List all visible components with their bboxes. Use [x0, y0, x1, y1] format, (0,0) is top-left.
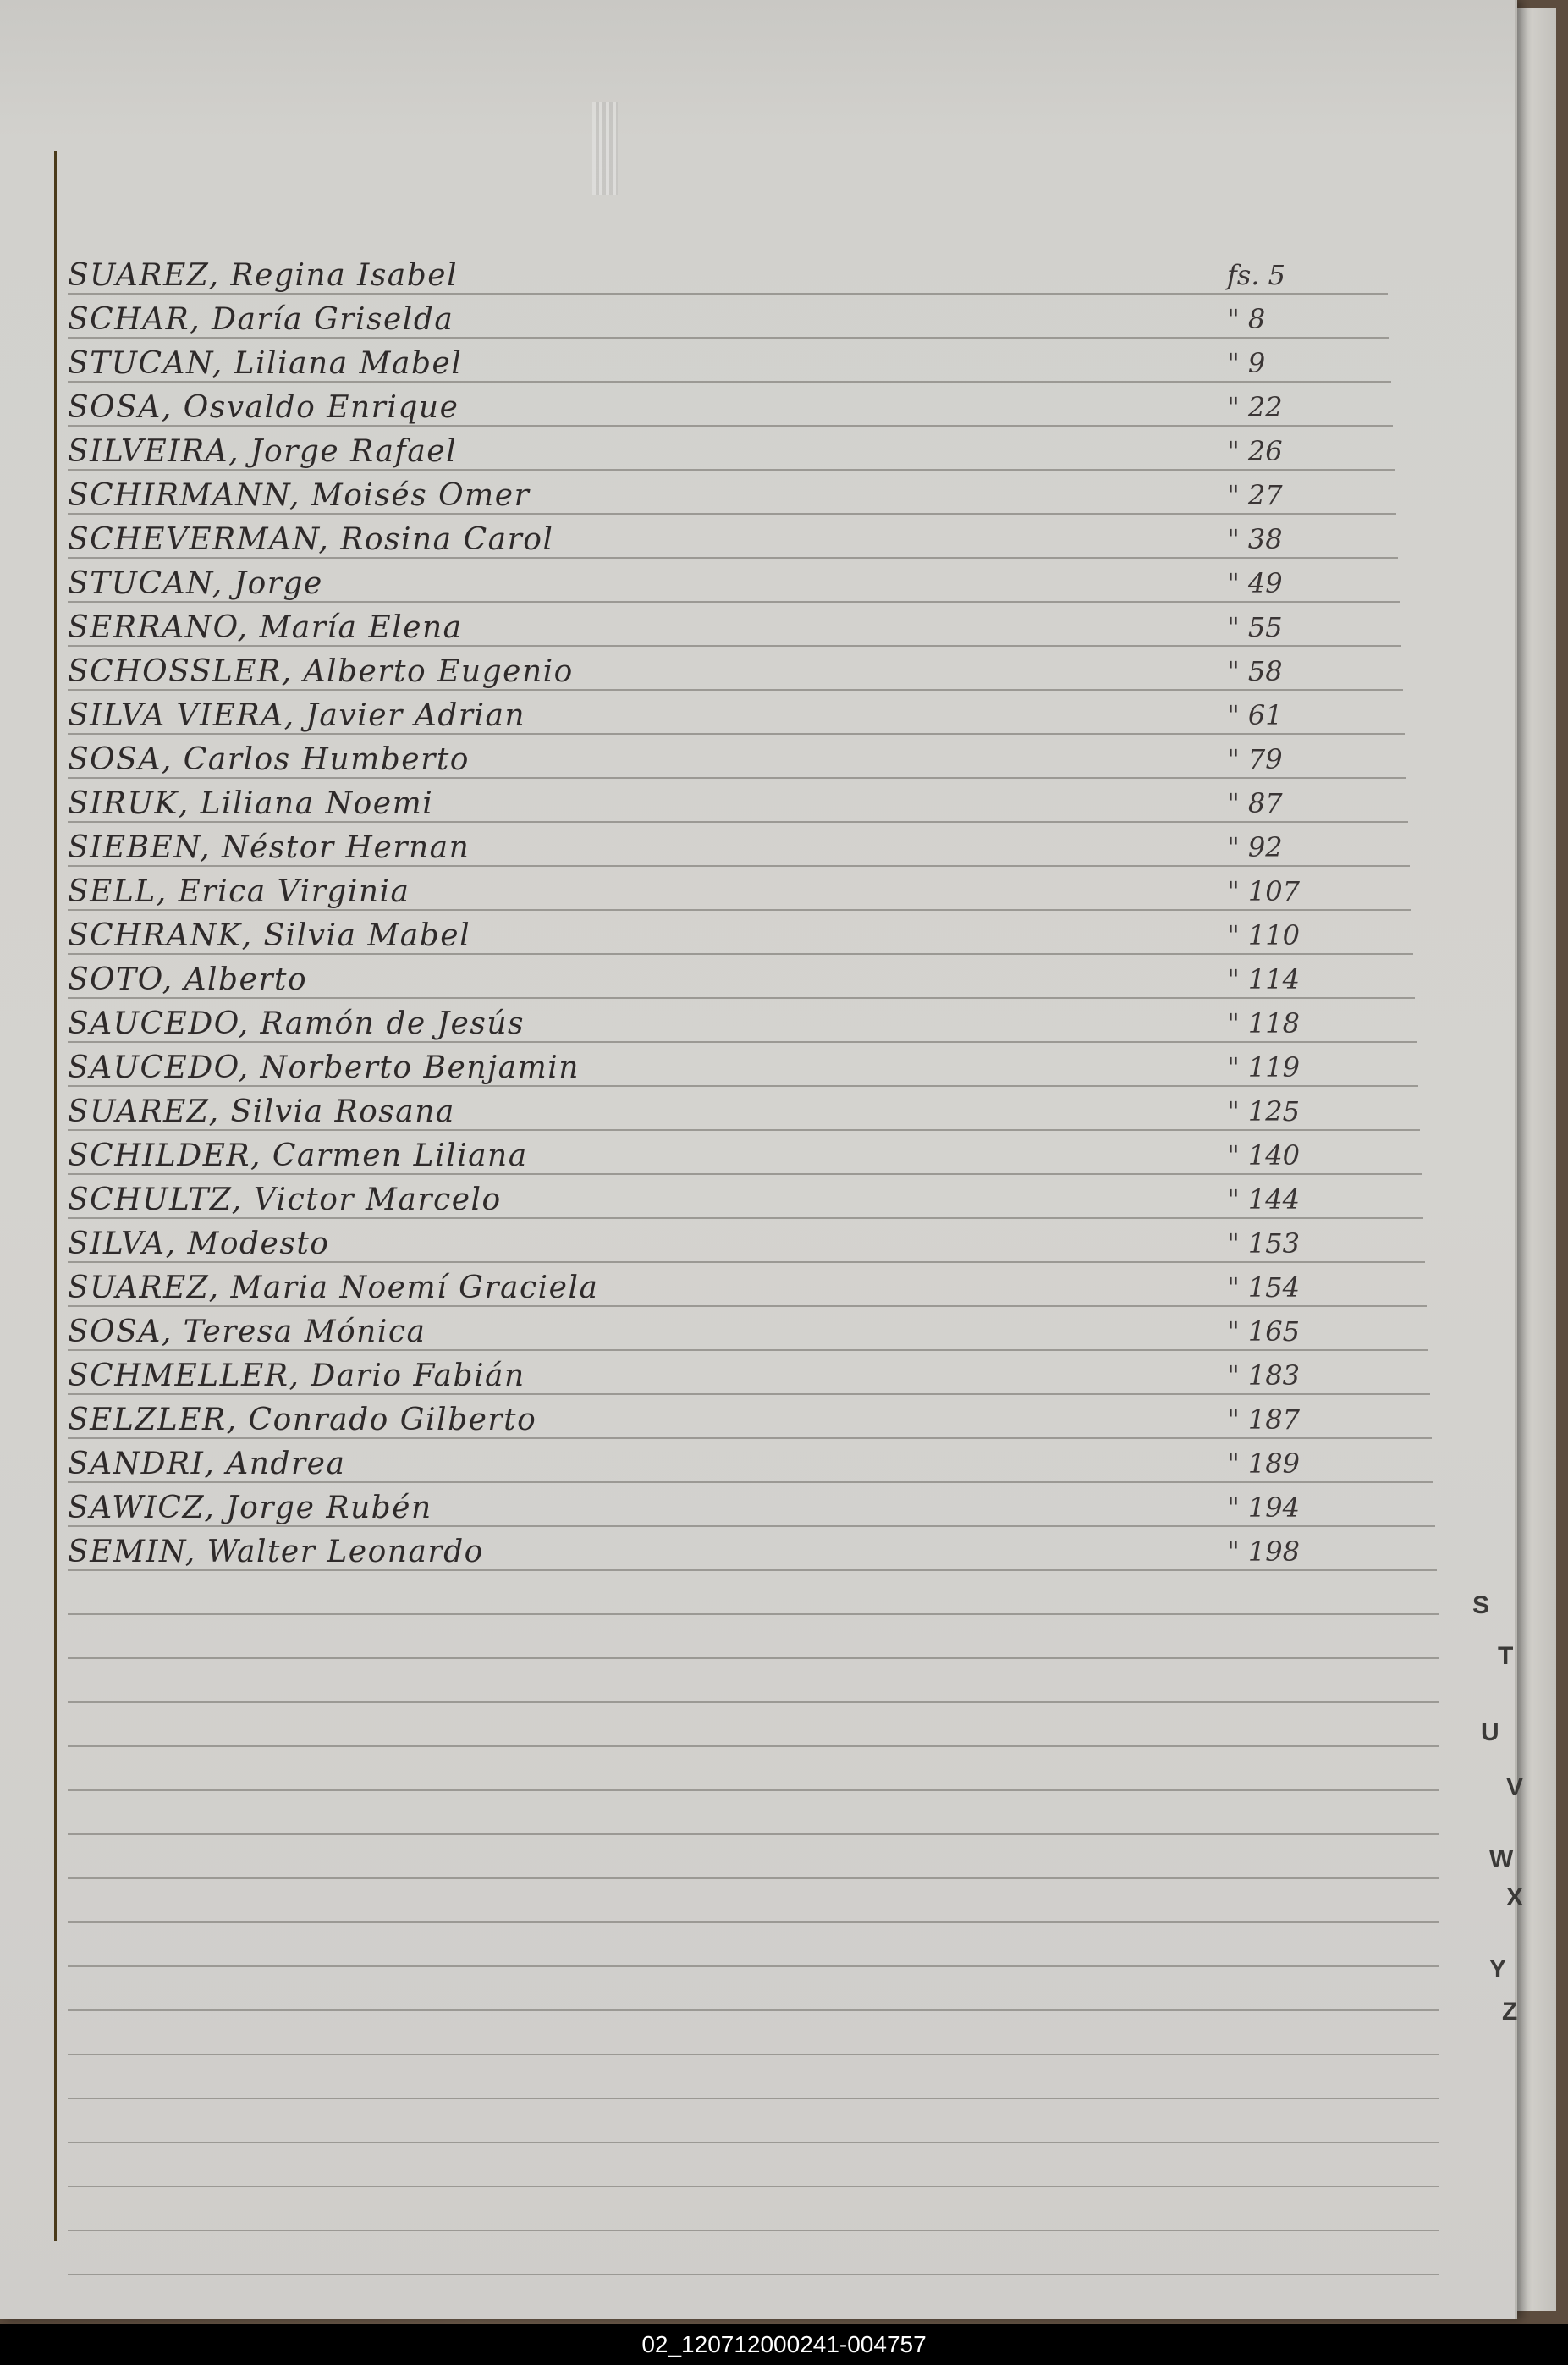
ruled-line [68, 2142, 1439, 2143]
entry-folio: " 194 [1227, 1491, 1300, 1524]
entry-folio: " 107 [1227, 875, 1300, 907]
ruled-line [68, 2098, 1439, 2099]
alphabet-index-tabs [1439, 1591, 1540, 2099]
entry-name: SCHOSSLER, Alberto Eugenio [68, 654, 574, 689]
entry-folio: " 125 [1227, 1095, 1300, 1127]
index-entry [68, 1002, 1422, 1046]
entry-name: SELZLER, Conrado Gilberto [68, 1403, 537, 1437]
ruled-line [68, 1921, 1439, 1923]
entry-name: SAUCEDO, Norberto Benjamin [68, 1050, 580, 1085]
entry-name: SCHILDER, Carmen Liliana [68, 1138, 528, 1173]
index-entry [68, 650, 1422, 694]
index-entry [68, 430, 1422, 474]
ruled-line [68, 1613, 1439, 1615]
entry-folio: " 198 [1227, 1535, 1300, 1568]
entry-folio: " 27 [1227, 479, 1283, 511]
entry-name: SELL, Erica Virginia [68, 874, 410, 909]
entry-name: SUAREZ, Regina Isabel [68, 258, 459, 293]
entry-name: SCHIRMANN, Moisés Omer [68, 478, 531, 513]
entry-name: SILVA VIERA, Javier Adrian [68, 698, 526, 733]
entry-name: SOSA, Osvaldo Enrique [68, 390, 459, 425]
entry-folio: " 114 [1227, 963, 1300, 995]
index-entry [68, 1134, 1422, 1178]
entry-folio: " 92 [1227, 831, 1283, 863]
index-entry [68, 694, 1422, 738]
entry-folio: " 9 [1227, 347, 1266, 379]
entry-name: SOSA, Carlos Humberto [68, 742, 470, 777]
entry-folio: " 55 [1227, 611, 1283, 643]
index-entry [68, 870, 1422, 914]
entry-name: SOSA, Teresa Mónica [68, 1315, 426, 1349]
entry-folio: " 154 [1227, 1271, 1300, 1304]
index-entry [68, 298, 1422, 342]
index-entry [68, 738, 1422, 782]
index-tab-z[interactable]: Z [1502, 1998, 1518, 2026]
entry-name: SCHEVERMAN, Rosina Carol [68, 522, 554, 557]
entry-name: SUAREZ, Maria Noemí Graciela [68, 1271, 599, 1305]
index-entry [68, 1046, 1422, 1090]
index-entry [68, 1530, 1422, 1574]
index-entry [68, 562, 1422, 606]
index-entry [68, 782, 1422, 826]
entry-name: SIEBEN, Néstor Hernan [68, 830, 470, 865]
entry-list [68, 254, 1422, 1574]
entry-folio: " 58 [1227, 655, 1283, 687]
ruled-line [68, 2186, 1439, 2187]
entry-name: SOTO, Alberto [68, 962, 308, 997]
ruled-line [68, 1657, 1439, 1659]
entry-folio: " 187 [1227, 1403, 1300, 1436]
index-entry [68, 1398, 1422, 1442]
index-entry [68, 254, 1422, 298]
entry-folio: " 165 [1227, 1315, 1300, 1348]
entry-name: SERRANO, María Elena [68, 610, 463, 645]
entry-folio: " 118 [1227, 1007, 1300, 1039]
index-tab-x[interactable]: X [1506, 1883, 1524, 1911]
ruled-line [68, 1833, 1439, 1835]
entry-folio: " 119 [1227, 1051, 1300, 1083]
index-tab-v[interactable]: V [1506, 1773, 1524, 1801]
entry-folio: " 49 [1227, 567, 1283, 599]
index-entry [68, 1442, 1422, 1486]
entry-folio: " 26 [1227, 435, 1283, 467]
entry-folio: " 110 [1227, 919, 1300, 951]
index-entry [68, 826, 1422, 870]
entry-folio: " 22 [1227, 391, 1283, 423]
ruled-line [68, 1789, 1439, 1791]
entry-folio: " 61 [1227, 699, 1283, 731]
entry-folio: " 183 [1227, 1359, 1300, 1392]
entry-name: SCHRANK, Silvia Mabel [68, 918, 471, 953]
index-tab-u[interactable]: U [1481, 1718, 1499, 1746]
index-entry [68, 386, 1422, 430]
index-entry [68, 1266, 1422, 1310]
entry-name: SCHMELLER, Dario Fabián [68, 1359, 525, 1393]
ruled-line [68, 1877, 1439, 1879]
entry-name: SAUCEDO, Ramón de Jesús [68, 1006, 525, 1041]
entry-folio: fs. 5 [1227, 259, 1285, 291]
index-entry [68, 958, 1422, 1002]
ruled-line [68, 1701, 1439, 1703]
ruled-line [68, 2054, 1439, 2055]
ruled-line [68, 2009, 1439, 2011]
entry-name: SCHAR, Daría Griselda [68, 302, 454, 337]
index-entry [68, 914, 1422, 958]
entry-folio: " 38 [1227, 523, 1283, 555]
entry-name: SAWICZ, Jorge Rubén [68, 1491, 432, 1525]
index-entry [68, 1310, 1422, 1354]
index-entry [68, 606, 1422, 650]
entry-folio: " 8 [1227, 303, 1266, 335]
ruled-line [68, 1965, 1439, 1967]
entry-name: SANDRI, Andrea [68, 1447, 346, 1481]
scan-id: 02_120712000241-004757 [641, 2331, 927, 2357]
index-entry [68, 1486, 1422, 1530]
entry-name: SIRUK, Liliana Noemi [68, 786, 434, 821]
entry-folio: " 189 [1227, 1447, 1300, 1480]
index-tab-w[interactable]: W [1489, 1845, 1514, 1873]
index-entry [68, 1090, 1422, 1134]
entry-name: SCHULTZ, Victor Marcelo [68, 1182, 502, 1217]
ruled-line [68, 2274, 1439, 2275]
entry-folio: " 140 [1227, 1139, 1300, 1171]
entry-name: SUAREZ, Silvia Rosana [68, 1094, 455, 1129]
ruled-line [68, 2230, 1439, 2231]
ruled-line [68, 1745, 1439, 1747]
index-entry [68, 342, 1422, 386]
index-tab-y[interactable]: Y [1489, 1955, 1507, 1983]
index-entry [68, 474, 1422, 518]
index-entry [68, 1222, 1422, 1266]
entry-name: SEMIN, Walter Leonardo [68, 1535, 484, 1569]
index-entry [68, 1178, 1422, 1222]
entry-folio: " 153 [1227, 1227, 1300, 1260]
entry-folio: " 79 [1227, 743, 1283, 775]
entry-name: SILVEIRA, Jorge Rafael [68, 434, 458, 469]
index-tab-s[interactable]: S [1472, 1591, 1490, 1619]
index-entry [68, 518, 1422, 562]
entry-name: SILVA, Modesto [68, 1227, 330, 1261]
entry-name: STUCAN, Liliana Mabel [68, 346, 463, 381]
entry-name: STUCAN, Jorge [68, 566, 323, 601]
index-tab-t[interactable]: T [1498, 1642, 1514, 1670]
entry-folio: " 144 [1227, 1183, 1300, 1216]
margin-line [54, 151, 57, 2241]
entry-folio: " 87 [1227, 787, 1283, 819]
index-entry [68, 1354, 1422, 1398]
